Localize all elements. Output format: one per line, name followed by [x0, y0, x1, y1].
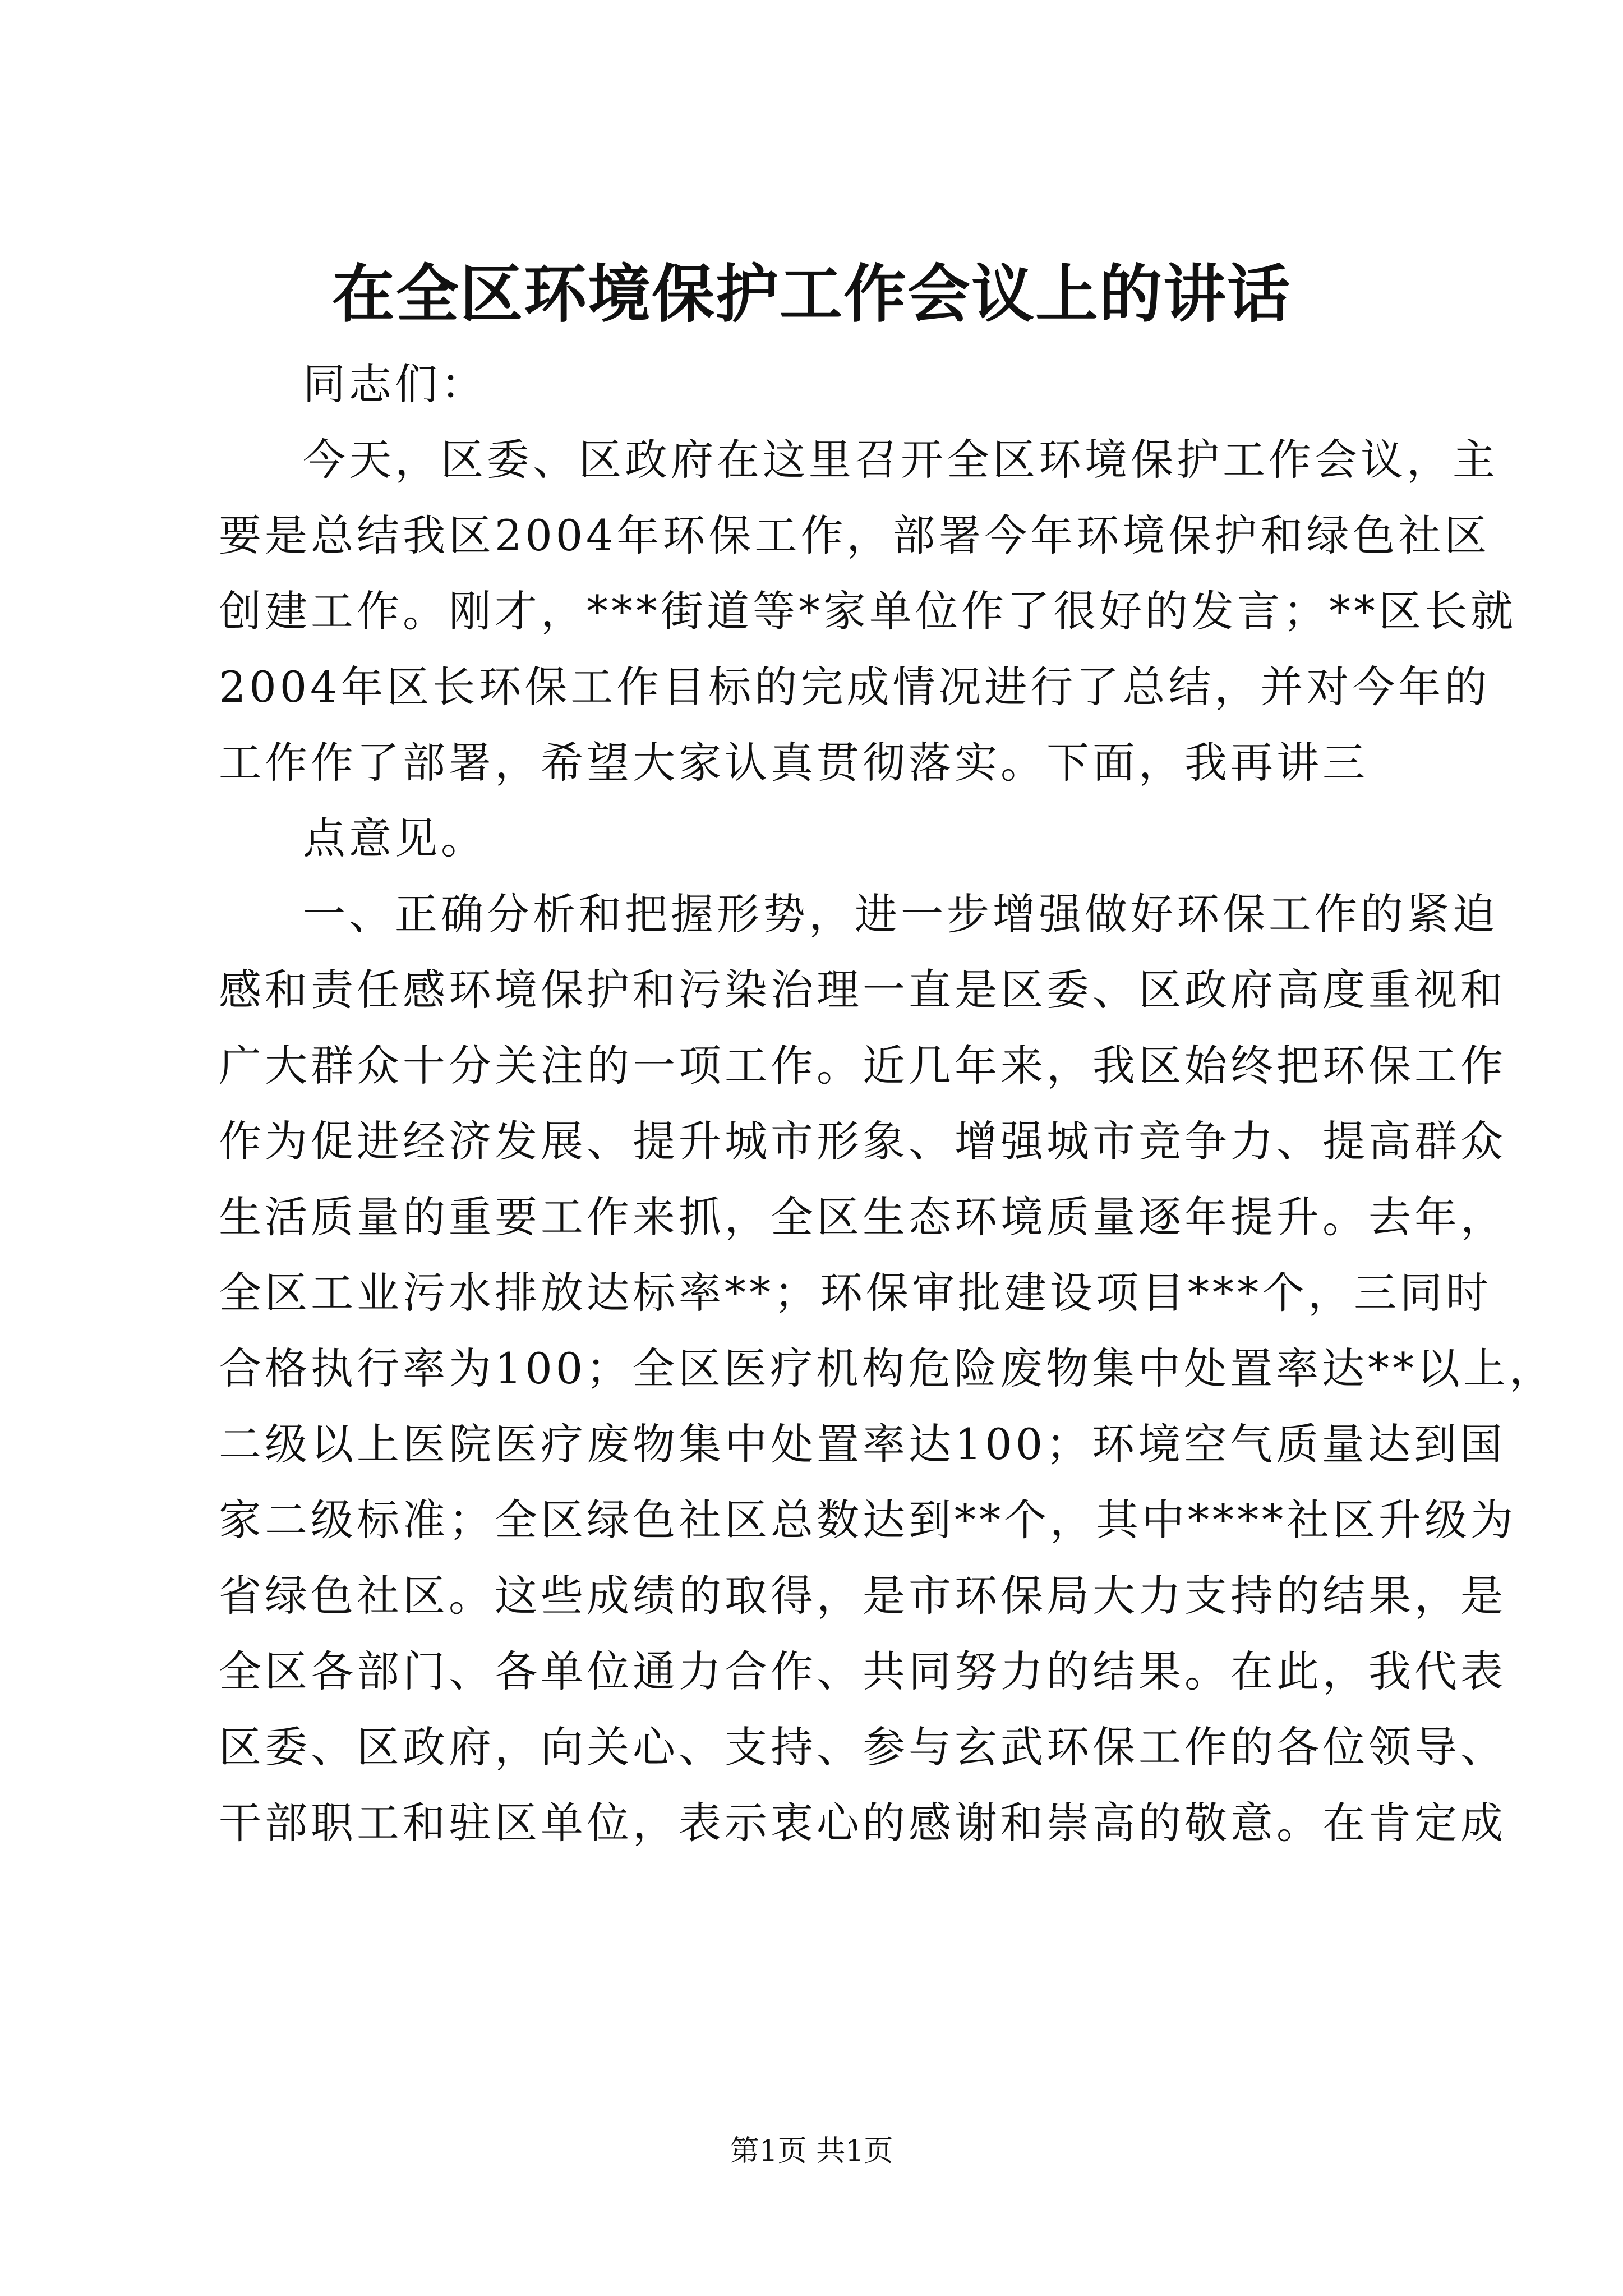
paragraph-line: 全区工业污水排放达标率**；环保审批建设项目***个，三同时	[219, 1268, 1492, 1318]
paragraph-line: 二级以上医院医疗废物集中处置率达100；环境空气质量达到国	[219, 1419, 1506, 1469]
paragraph-line: 干部职工和驻区单位，表示衷心的感谢和崇高的敬意。在肯定成	[219, 1798, 1506, 1848]
paragraph-line: 要是总结我区2004年环保工作，部署今年环境保护和绿色社区	[219, 510, 1491, 560]
paragraph-line: 生活质量的重要工作来抓，全区生态环境质量逐年提升。去年，	[219, 1192, 1506, 1242]
document-title: 在全区环境保护工作会议上的讲话	[332, 257, 1291, 331]
paragraph-line: 一、正确分析和把握形势，进一步增强做好环保工作的紧迫	[303, 889, 1498, 939]
paragraph-line: 创建工作。刚才，***街道等*家单位作了很好的发言；**区长就	[219, 586, 1516, 636]
paragraph-line: 2004年区长环保工作目标的完成情况进行了总结，并对今年的	[219, 662, 1491, 712]
paragraph-line: 今天，区委、区政府在这里召开全区环境保护工作会议，主	[303, 435, 1498, 485]
paragraph-line: 广大群众十分关注的一项工作。近几年来，我区始终把环保工作	[219, 1041, 1506, 1091]
paragraph-line: 全区各部门、各单位通力合作、共同努力的结果。在此，我代表	[219, 1646, 1506, 1696]
paragraph-line: 点意见。	[303, 813, 487, 863]
paragraph-line: 作为促进经济发展、提升城市形象、增强城市竞争力、提高群众	[219, 1116, 1506, 1166]
paragraph-line: 家二级标准；全区绿色社区总数达到**个，其中****社区升级为	[219, 1495, 1516, 1545]
salutation-line: 同志们：	[303, 359, 487, 409]
page-footer: 第1页 共1页	[730, 2134, 893, 2168]
paragraph-line: 合格执行率为100；全区医疗机构危险废物集中处置率达**以上，	[219, 1343, 1556, 1393]
paragraph-line: 感和责任感环境保护和污染治理一直是区委、区政府高度重视和	[219, 965, 1506, 1015]
paragraph-line: 省绿色社区。这些成绩的取得，是市环保局大力支持的结果，是	[219, 1571, 1506, 1621]
paragraph-line: 区委、区政府，向关心、支持、参与玄武环保工作的各位领导、	[219, 1722, 1506, 1772]
paragraph-line: 工作作了部署，希望大家认真贯彻落实。下面，我再讲三	[219, 738, 1368, 788]
